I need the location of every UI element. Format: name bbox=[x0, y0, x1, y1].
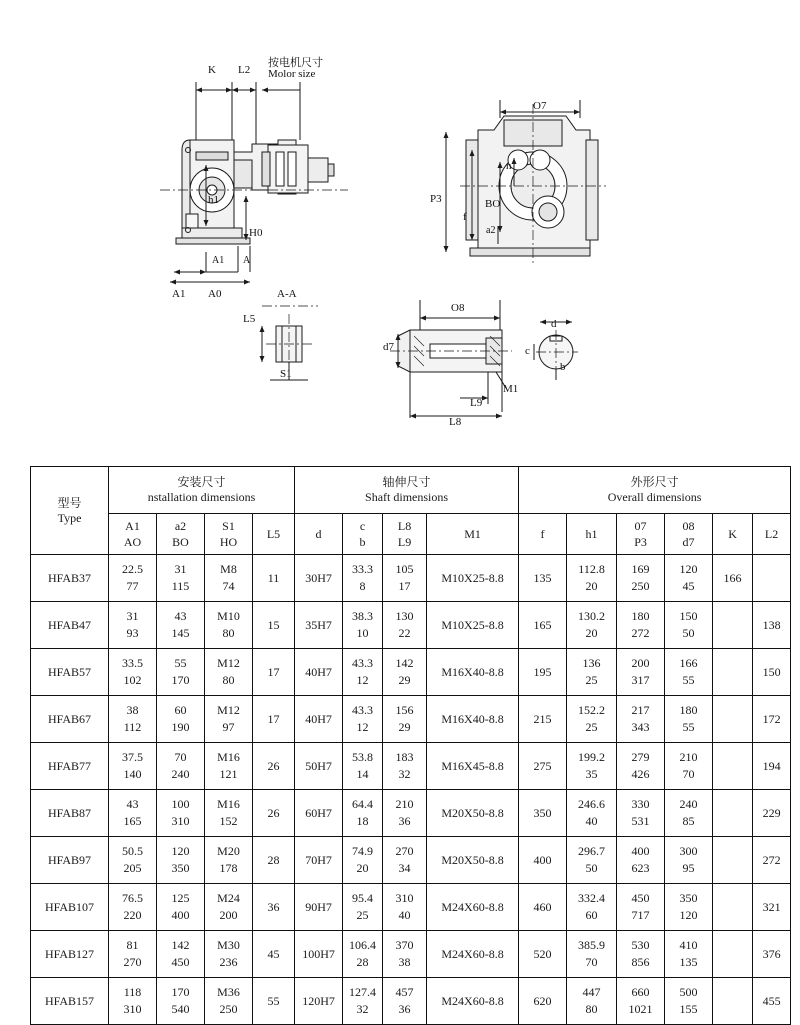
header-col-o8-d7 bbox=[665, 514, 713, 555]
cell-f: 460 bbox=[519, 884, 567, 931]
header-type-en: Type bbox=[57, 510, 82, 525]
header-col-a1-ao bbox=[109, 514, 157, 555]
header-group-overall bbox=[519, 467, 791, 514]
cell-c-b: 95.4 25 bbox=[343, 884, 383, 931]
cell-o7-p3: 200 317 bbox=[617, 649, 665, 696]
cell-o8-d7: 350 120 bbox=[665, 884, 713, 931]
cell-l5: 26 bbox=[253, 790, 295, 837]
cell-l5: 17 bbox=[253, 696, 295, 743]
cell-s1-ho: M16 121 bbox=[205, 743, 253, 790]
cell-type: HFAB97 bbox=[31, 837, 109, 884]
cell-s1-ho: M12 80 bbox=[205, 649, 253, 696]
cell-l8-l9: 156 29 bbox=[383, 696, 427, 743]
header-a2: a2 bbox=[174, 518, 187, 533]
cell-h1: 447 80 bbox=[567, 978, 617, 1025]
header-col-a2-bo bbox=[157, 514, 205, 555]
cell-type: HFAB67 bbox=[31, 696, 109, 743]
header-group-installation bbox=[109, 467, 295, 514]
cell-f: 520 bbox=[519, 931, 567, 978]
cell-o7-p3: 279 426 bbox=[617, 743, 665, 790]
cell-a1-ao: 118 310 bbox=[109, 978, 157, 1025]
cell-o8-d7: 300 95 bbox=[665, 837, 713, 884]
header-l8: L8 bbox=[397, 518, 412, 533]
cell-a2-bo: 170 540 bbox=[157, 978, 205, 1025]
cell-f: 350 bbox=[519, 790, 567, 837]
dim-label-bo: BO bbox=[485, 198, 501, 210]
cell-f: 400 bbox=[519, 837, 567, 884]
dim-label-m1: M1 bbox=[503, 383, 519, 395]
header-bo: BO bbox=[172, 535, 189, 549]
cell-l8-l9: 142 29 bbox=[383, 649, 427, 696]
cell-m1: M24X60-8.8 bbox=[427, 931, 519, 978]
cell-d: 70H7 bbox=[295, 837, 343, 884]
cell-s1-ho: M20 178 bbox=[205, 837, 253, 884]
cell-m1: M10X25-8.8 bbox=[427, 555, 519, 602]
cell-f: 275 bbox=[519, 743, 567, 790]
cell-l2: 138 bbox=[753, 602, 791, 649]
cell-l8-l9: 130 22 bbox=[383, 602, 427, 649]
cell-o7-p3: 530 856 bbox=[617, 931, 665, 978]
cell-f: 135 bbox=[519, 555, 567, 602]
cell-f: 620 bbox=[519, 978, 567, 1025]
cell-a1-ao: 38 112 bbox=[109, 696, 157, 743]
cell-k bbox=[713, 837, 753, 884]
cell-m1: M24X60-8.8 bbox=[427, 978, 519, 1025]
cell-o8-d7: 150 50 bbox=[665, 602, 713, 649]
cell-a1-ao: 43 165 bbox=[109, 790, 157, 837]
cell-k bbox=[713, 884, 753, 931]
cell-a1-ao: 76.5 220 bbox=[109, 884, 157, 931]
cell-a1-ao: 37.5 140 bbox=[109, 743, 157, 790]
cell-s1-ho: M12 97 bbox=[205, 696, 253, 743]
cell-f: 215 bbox=[519, 696, 567, 743]
header-o8: 08 bbox=[682, 518, 695, 533]
header-group-installation-en: nstallation dimensions bbox=[147, 490, 256, 504]
dim-label-f: f bbox=[463, 211, 467, 223]
cell-a2-bo: 55 170 bbox=[157, 649, 205, 696]
cell-d: 100H7 bbox=[295, 931, 343, 978]
cell-d: 90H7 bbox=[295, 884, 343, 931]
cell-a1-ao: 22.5 77 bbox=[109, 555, 157, 602]
cell-a1-ao: 31 93 bbox=[109, 602, 157, 649]
cell-s1-ho: M36 250 bbox=[205, 978, 253, 1025]
header-b: b bbox=[359, 535, 366, 549]
header-col-s1-ho bbox=[205, 514, 253, 555]
header-col-o7-p3 bbox=[617, 514, 665, 555]
cell-l8-l9: 457 36 bbox=[383, 978, 427, 1025]
header-col-c-b bbox=[343, 514, 383, 555]
header-type-cn: 型号 bbox=[57, 495, 82, 510]
cell-s1-ho: M30 236 bbox=[205, 931, 253, 978]
cell-h1: 296.7 50 bbox=[567, 837, 617, 884]
cell-o7-p3: 330 531 bbox=[617, 790, 665, 837]
cell-d: 40H7 bbox=[295, 696, 343, 743]
dim-label-h0: H0 bbox=[249, 227, 263, 239]
cell-o7-p3: 180 272 bbox=[617, 602, 665, 649]
table-row bbox=[31, 602, 791, 649]
cell-c-b: 127.4 32 bbox=[343, 978, 383, 1025]
cell-m1: M10X25-8.8 bbox=[427, 602, 519, 649]
cell-o8-d7: 240 85 bbox=[665, 790, 713, 837]
cell-h1: 136 25 bbox=[567, 649, 617, 696]
cell-f: 165 bbox=[519, 602, 567, 649]
cell-d: 120H7 bbox=[295, 978, 343, 1025]
cell-o8-d7: 410 135 bbox=[665, 931, 713, 978]
cell-c-b: 106.4 28 bbox=[343, 931, 383, 978]
header-col-k: K bbox=[713, 514, 753, 555]
cell-h1: 199.2 35 bbox=[567, 743, 617, 790]
cell-c-b: 33.3 8 bbox=[343, 555, 383, 602]
cell-k bbox=[713, 602, 753, 649]
table-row bbox=[31, 696, 791, 743]
cell-l2: 229 bbox=[753, 790, 791, 837]
cell-l2: 376 bbox=[753, 931, 791, 978]
cell-l5: 15 bbox=[253, 602, 295, 649]
cell-o7-p3: 217 343 bbox=[617, 696, 665, 743]
cell-c-b: 64.4 18 bbox=[343, 790, 383, 837]
header-group-installation-cn: 安装尺寸 bbox=[177, 475, 226, 489]
cell-l5: 36 bbox=[253, 884, 295, 931]
cell-l2: 194 bbox=[753, 743, 791, 790]
cell-k bbox=[713, 931, 753, 978]
header-col-l5: L5 bbox=[253, 514, 295, 555]
cell-a2-bo: 100 310 bbox=[157, 790, 205, 837]
cell-o7-p3: 400 623 bbox=[617, 837, 665, 884]
cell-k bbox=[713, 743, 753, 790]
dimension-table-wrapper bbox=[30, 466, 781, 1025]
header-col-l2: L2 bbox=[753, 514, 791, 555]
header-a1: A1 bbox=[125, 518, 140, 533]
cell-a2-bo: 43 145 bbox=[157, 602, 205, 649]
cell-a1-ao: 50.5 205 bbox=[109, 837, 157, 884]
cell-type: HFAB77 bbox=[31, 743, 109, 790]
cell-a1-ao: 81 270 bbox=[109, 931, 157, 978]
cell-l8-l9: 105 17 bbox=[383, 555, 427, 602]
cell-l5: 28 bbox=[253, 837, 295, 884]
cell-m1: M20X50-8.8 bbox=[427, 790, 519, 837]
cell-l5: 11 bbox=[253, 555, 295, 602]
cell-s1-ho: M16 152 bbox=[205, 790, 253, 837]
header-group-shaft bbox=[295, 467, 519, 514]
table-row bbox=[31, 790, 791, 837]
header-type bbox=[31, 467, 109, 555]
cell-o8-d7: 166 55 bbox=[665, 649, 713, 696]
cell-type: HFAB47 bbox=[31, 602, 109, 649]
header-col-m1: M1 bbox=[427, 514, 519, 555]
dim-label-a1: A1 bbox=[172, 288, 186, 300]
table-row bbox=[31, 743, 791, 790]
cell-d: 60H7 bbox=[295, 790, 343, 837]
table-row bbox=[31, 931, 791, 978]
dim-label-k: K bbox=[208, 64, 216, 76]
cell-h1: 332.4 60 bbox=[567, 884, 617, 931]
cell-o7-p3: 169 250 bbox=[617, 555, 665, 602]
cell-h1: 246.6 40 bbox=[567, 790, 617, 837]
table-header-subcolumns bbox=[31, 514, 791, 555]
dim-label-a0: A0 bbox=[208, 288, 222, 300]
dim-label-h1: h1 bbox=[208, 194, 219, 206]
header-group-shaft-en: Shaft dimensions bbox=[365, 490, 449, 504]
cell-o8-d7: 500 155 bbox=[665, 978, 713, 1025]
table-row bbox=[31, 884, 791, 931]
header-s1: S1 bbox=[222, 518, 235, 533]
table-row bbox=[31, 978, 791, 1025]
cell-d: 50H7 bbox=[295, 743, 343, 790]
cell-a2-bo: 125 400 bbox=[157, 884, 205, 931]
header-ao: AO bbox=[123, 535, 142, 549]
cell-c-b: 43.3 12 bbox=[343, 696, 383, 743]
cell-type: HFAB87 bbox=[31, 790, 109, 837]
dim-label-l5: L5 bbox=[243, 313, 256, 325]
dim-label-p3: P3 bbox=[430, 193, 442, 205]
cell-k bbox=[713, 696, 753, 743]
cell-m1: M20X50-8.8 bbox=[427, 837, 519, 884]
dim-label-a1-small: A1 bbox=[212, 255, 225, 266]
header-group-shaft-cn: 轴伸尺寸 bbox=[382, 475, 431, 489]
cell-s1-ho: M8 74 bbox=[205, 555, 253, 602]
cell-o7-p3: 660 1021 bbox=[617, 978, 665, 1025]
cell-s1-ho: M24 200 bbox=[205, 884, 253, 931]
motor-size-label-en: Molor size bbox=[268, 68, 316, 80]
cell-k bbox=[713, 649, 753, 696]
header-p3: P3 bbox=[634, 535, 647, 549]
cell-type: HFAB127 bbox=[31, 931, 109, 978]
cell-h1: 130.2 20 bbox=[567, 602, 617, 649]
cell-c-b: 53.8 14 bbox=[343, 743, 383, 790]
cell-d: 40H7 bbox=[295, 649, 343, 696]
dim-label-l9: L9 bbox=[470, 397, 483, 409]
cell-l2: 172 bbox=[753, 696, 791, 743]
dim-label-b: b bbox=[560, 361, 566, 373]
header-group-overall-en: Overall dimensions bbox=[607, 490, 702, 504]
dim-label-d7: d7 bbox=[383, 341, 394, 353]
cell-l5: 55 bbox=[253, 978, 295, 1025]
table-row bbox=[31, 649, 791, 696]
cell-c-b: 74.9 20 bbox=[343, 837, 383, 884]
cell-o8-d7: 210 70 bbox=[665, 743, 713, 790]
cell-l5: 17 bbox=[253, 649, 295, 696]
cell-l8-l9: 210 36 bbox=[383, 790, 427, 837]
motor-size-label-cn: 按电机尺寸 bbox=[268, 56, 323, 69]
cell-o8-d7: 180 55 bbox=[665, 696, 713, 743]
cell-d: 35H7 bbox=[295, 602, 343, 649]
cell-l5: 45 bbox=[253, 931, 295, 978]
table-row bbox=[31, 555, 791, 602]
cell-s1-ho: M10 80 bbox=[205, 602, 253, 649]
cell-o7-p3: 450 717 bbox=[617, 884, 665, 931]
header-c: c bbox=[359, 518, 366, 533]
section-label-aa: A-A bbox=[277, 288, 297, 300]
cell-type: HFAB157 bbox=[31, 978, 109, 1025]
table-body bbox=[31, 555, 791, 1025]
dim-label-a-small: A bbox=[243, 255, 251, 266]
table-header-groups bbox=[31, 467, 791, 514]
cell-l2: 272 bbox=[753, 837, 791, 884]
cell-l8-l9: 270 34 bbox=[383, 837, 427, 884]
cell-m1: M24X60-8.8 bbox=[427, 884, 519, 931]
cell-l2: 455 bbox=[753, 978, 791, 1025]
cell-k: 166 bbox=[713, 555, 753, 602]
dim-label-l8: L8 bbox=[449, 416, 462, 428]
cell-a2-bo: 31 115 bbox=[157, 555, 205, 602]
cell-c-b: 43.3 12 bbox=[343, 649, 383, 696]
header-col-d: d bbox=[295, 514, 343, 555]
dim-label-o8-top: O8 bbox=[451, 302, 465, 314]
cell-type: HFAB57 bbox=[31, 649, 109, 696]
cell-l5: 26 bbox=[253, 743, 295, 790]
dim-label-s1: S1 bbox=[280, 368, 292, 380]
dim-label-a2: a2 bbox=[486, 225, 496, 236]
cell-o8-d7: 120 45 bbox=[665, 555, 713, 602]
cell-h1: 112.8 20 bbox=[567, 555, 617, 602]
header-d7: d7 bbox=[682, 535, 695, 549]
dimension-table bbox=[30, 466, 791, 1025]
cell-d: 30H7 bbox=[295, 555, 343, 602]
header-o7: 07 bbox=[634, 518, 647, 533]
dim-label-l2: L2 bbox=[238, 64, 251, 76]
cell-m1: M16X40-8.8 bbox=[427, 649, 519, 696]
header-group-overall-cn: 外形尺寸 bbox=[630, 475, 679, 489]
header-col-f: f bbox=[519, 514, 567, 555]
cell-k bbox=[713, 978, 753, 1025]
header-ho: HO bbox=[219, 535, 238, 549]
cell-m1: M16X40-8.8 bbox=[427, 696, 519, 743]
cell-h1: 152.2 25 bbox=[567, 696, 617, 743]
cell-l8-l9: 370 38 bbox=[383, 931, 427, 978]
cell-h1: 385.9 70 bbox=[567, 931, 617, 978]
header-col-l8-l9 bbox=[383, 514, 427, 555]
table-row bbox=[31, 837, 791, 884]
dim-label-c: c bbox=[525, 345, 530, 357]
cell-a2-bo: 60 190 bbox=[157, 696, 205, 743]
technical-drawing bbox=[0, 0, 800, 455]
cell-c-b: 38.3 10 bbox=[343, 602, 383, 649]
cell-a1-ao: 33.5 102 bbox=[109, 649, 157, 696]
cell-l8-l9: 183 32 bbox=[383, 743, 427, 790]
header-col-h1: h1 bbox=[567, 514, 617, 555]
dim-label-d: d bbox=[551, 318, 557, 330]
dim-label-o7: O7 bbox=[533, 100, 547, 112]
cell-l8-l9: 310 40 bbox=[383, 884, 427, 931]
cell-a2-bo: 142 450 bbox=[157, 931, 205, 978]
header-l9: L9 bbox=[397, 535, 412, 549]
cell-type: HFAB107 bbox=[31, 884, 109, 931]
cell-l2: 321 bbox=[753, 884, 791, 931]
cell-l2: 150 bbox=[753, 649, 791, 696]
cell-type: HFAB37 bbox=[31, 555, 109, 602]
drawing-vector bbox=[0, 0, 800, 455]
cell-l2 bbox=[753, 555, 791, 602]
cell-f: 195 bbox=[519, 649, 567, 696]
cell-m1: M16X45-8.8 bbox=[427, 743, 519, 790]
cell-k bbox=[713, 790, 753, 837]
cell-a2-bo: 120 350 bbox=[157, 837, 205, 884]
cell-a2-bo: 70 240 bbox=[157, 743, 205, 790]
dim-label-n: n bbox=[506, 160, 512, 172]
